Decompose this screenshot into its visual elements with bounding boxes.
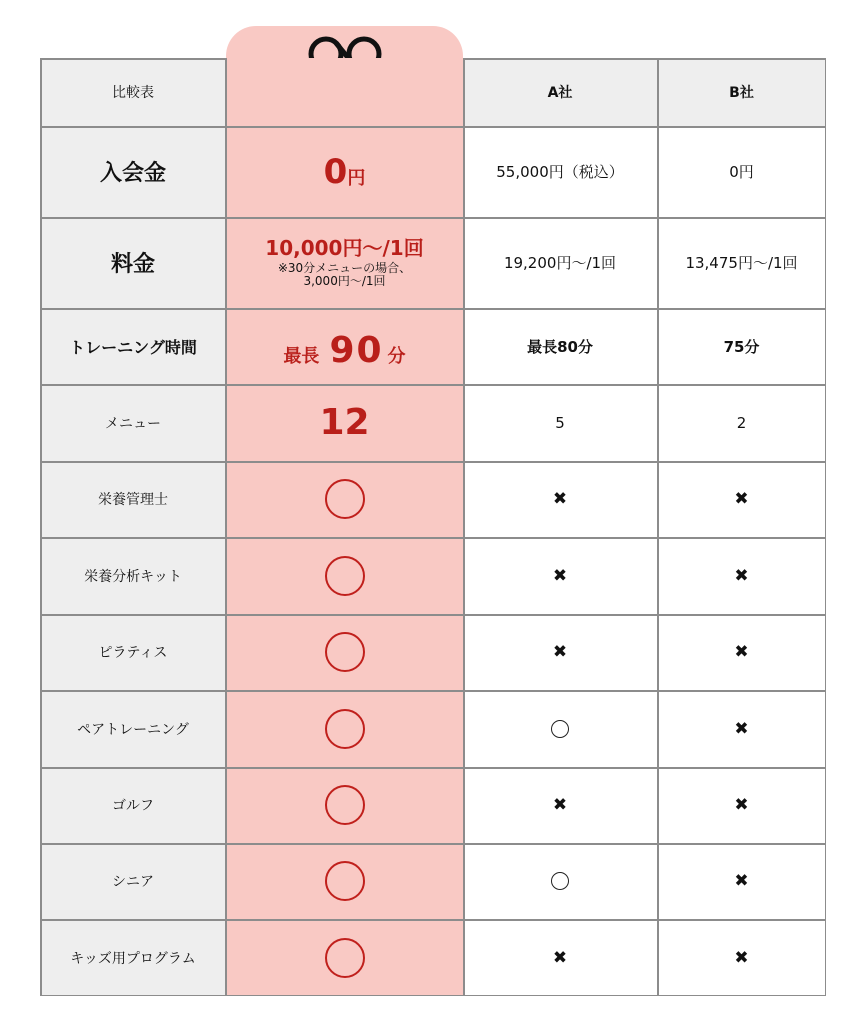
cross-icon: ✖ — [734, 718, 749, 739]
brand-joining-fee-unit: 円 — [347, 167, 366, 189]
b-price: 13,475円〜/1回 — [685, 254, 798, 272]
grid-line — [40, 614, 826, 616]
b-pair-training — [657, 690, 826, 767]
brand-price-note-1: ※30分メニューの場合、 — [277, 260, 412, 275]
grid-line — [463, 58, 465, 996]
a-pilates — [463, 614, 657, 690]
cross-icon: ✖ — [552, 795, 568, 815]
b-joining-fee: 0円 — [729, 163, 754, 181]
b-golf — [657, 767, 826, 843]
a-joining-fee: 55,000円（税込） — [496, 163, 624, 181]
row-label-menu: メニュー — [105, 415, 161, 432]
a-senior — [463, 843, 657, 919]
grid-line — [40, 995, 826, 997]
circle-icon — [325, 785, 365, 825]
circle-icon — [325, 479, 365, 519]
a-kids-program — [463, 919, 657, 996]
cross-icon: ✖ — [552, 642, 568, 662]
grid-line — [40, 843, 826, 845]
circle-icon — [325, 861, 365, 901]
grid-line — [40, 767, 826, 769]
brand-price-note-2: 3,000円〜/1回 — [303, 274, 386, 288]
grid-line — [657, 58, 659, 996]
header-company-a-label: A社 — [547, 85, 573, 101]
cross-icon: ✖ — [552, 489, 568, 509]
circle-icon — [325, 709, 365, 749]
b-nutrition-kit — [657, 537, 826, 614]
row-label-price: 料金 — [110, 252, 155, 277]
brand-golf — [226, 767, 463, 843]
comparison-table — [40, 58, 826, 996]
cross-icon: ✖ — [552, 947, 568, 968]
a-golf — [463, 767, 657, 843]
brand-senior — [226, 843, 463, 919]
brand-price — [226, 217, 463, 308]
b-kids-program — [657, 919, 826, 996]
grid-line — [40, 217, 826, 219]
brand-dietitian — [226, 461, 463, 537]
b-senior — [657, 843, 826, 919]
b-menu: 2 — [736, 413, 747, 432]
grid-line — [40, 126, 826, 128]
row-label-nutrition-kit: 栄養分析キット — [84, 568, 182, 585]
circle-icon — [325, 556, 365, 596]
row-label-kids-program: キッズ用プログラム — [70, 950, 196, 967]
circle-icon — [325, 632, 365, 672]
cross-icon: ✖ — [734, 795, 749, 815]
a-price: 19,200円〜/1回 — [503, 254, 617, 272]
grid-line — [40, 58, 42, 996]
cross-icon: ✖ — [552, 565, 568, 586]
brand-kids-program — [226, 919, 463, 996]
header-label-cell — [40, 58, 226, 126]
row-label-dietitian: 栄養管理士 — [98, 492, 168, 508]
row-label-training-time: トレーニング時間 — [69, 337, 197, 357]
a-dietitian — [463, 461, 657, 537]
brand-pilates — [226, 614, 463, 690]
grid-line — [40, 919, 826, 921]
row-label-joining-fee: 入会金 — [99, 161, 166, 186]
a-training-time: 最長80分 — [527, 337, 593, 356]
cross-icon: ✖ — [734, 489, 749, 509]
cross-icon: ✖ — [734, 947, 749, 968]
a-pair-training — [463, 690, 657, 767]
circle-icon — [325, 938, 365, 978]
brand-pair-training — [226, 690, 463, 767]
brand-menu: 12 — [319, 402, 370, 443]
grid-line — [40, 308, 826, 310]
cross-icon: ✖ — [734, 642, 749, 662]
brand-joining-fee — [226, 126, 463, 217]
header-company-b — [657, 58, 826, 126]
grid-line — [825, 58, 827, 996]
brand-joining-fee-number: 0 — [323, 151, 348, 192]
circle-icon — [551, 720, 569, 738]
grid-line — [40, 461, 826, 463]
row-label-pilates: ピラティス — [98, 645, 168, 661]
a-nutrition-kit — [463, 537, 657, 614]
header-company-b-label: B社 — [729, 85, 754, 101]
b-dietitian — [657, 461, 826, 537]
grid-line — [40, 384, 826, 386]
grid-line — [463, 58, 826, 60]
circle-icon — [551, 872, 569, 890]
grid-line — [225, 58, 227, 996]
row-label-golf: ゴルフ — [112, 798, 154, 814]
grid-line — [40, 537, 826, 539]
b-pilates — [657, 614, 826, 690]
cross-icon: ✖ — [734, 565, 749, 586]
cross-icon: ✖ — [734, 871, 749, 891]
b-training-time: 75分 — [723, 337, 760, 356]
row-label-senior: シニア — [112, 874, 154, 890]
brand-training-time-prefix: 最長 — [283, 346, 320, 367]
brand-training-time — [226, 308, 463, 384]
brand-price-main: 10,000円〜/1回 — [265, 235, 424, 260]
grid-line — [40, 690, 826, 692]
header-label: 比較表 — [112, 85, 154, 101]
grid-line — [40, 58, 226, 60]
header-company-a — [463, 58, 657, 126]
brand-training-time-unit: 分 — [387, 346, 406, 367]
a-menu: 5 — [555, 413, 565, 432]
brand-nutrition-kit — [226, 537, 463, 614]
row-label-pair-training: ペアトレーニング — [77, 721, 189, 738]
brand-training-time-number: 90 — [329, 330, 384, 371]
